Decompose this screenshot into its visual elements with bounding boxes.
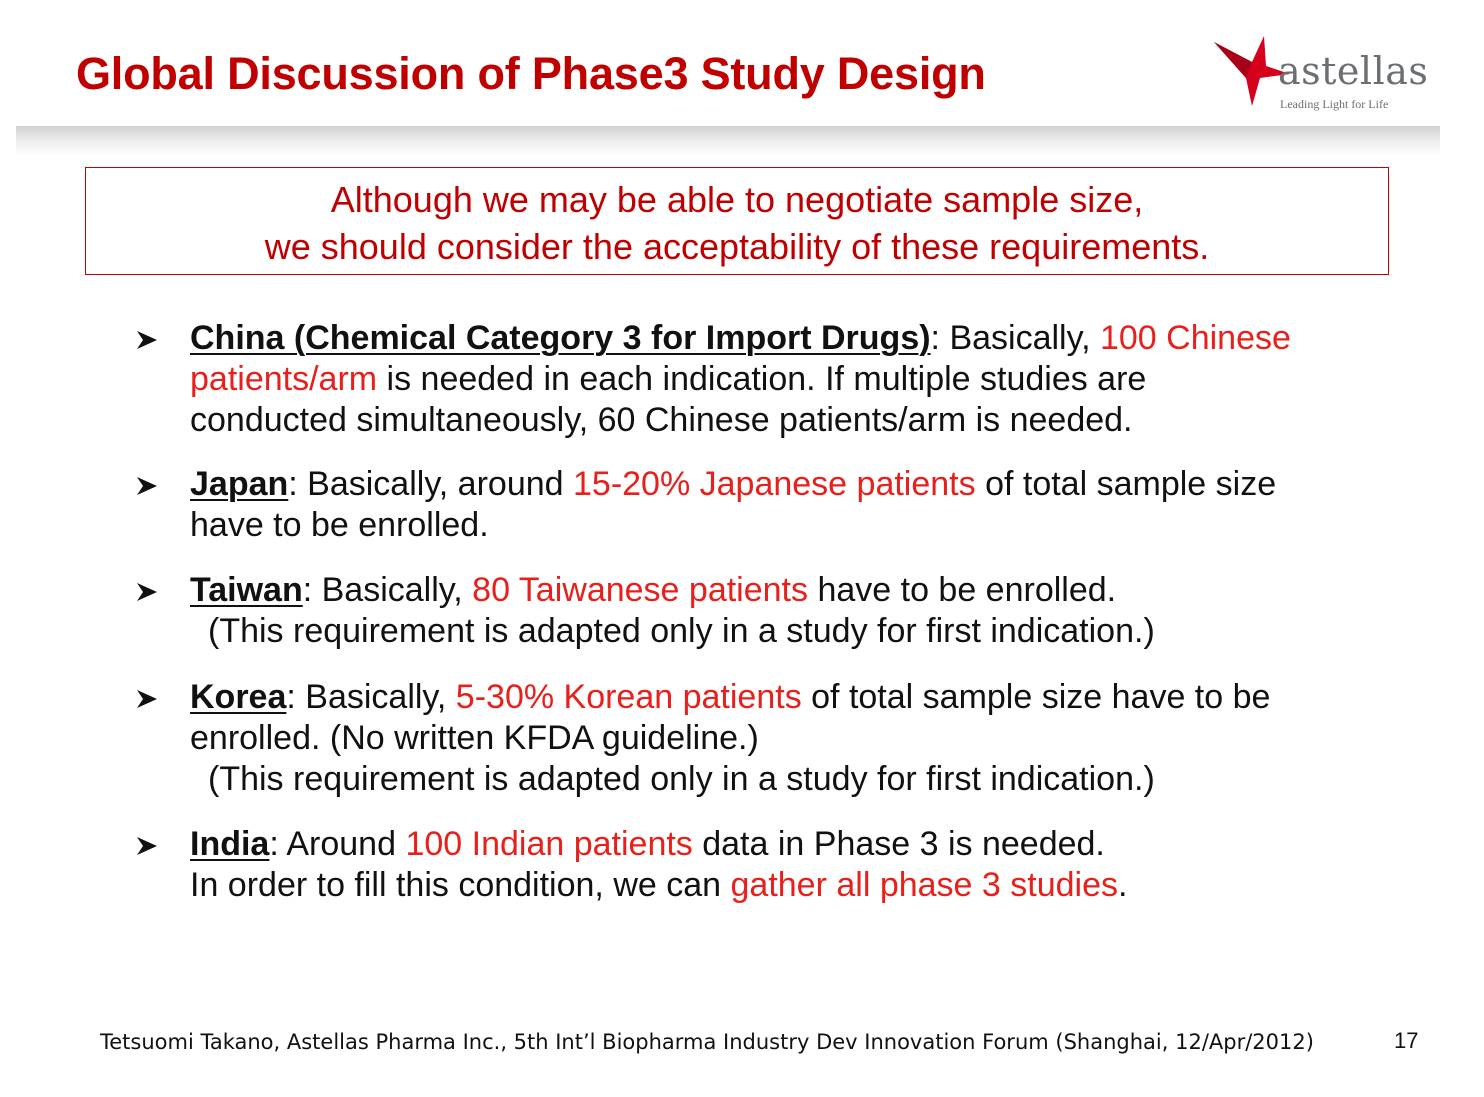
country-korea: Korea: [190, 678, 287, 716]
country-japan: Japan: [190, 465, 289, 503]
bullet-taiwan-text: [190, 570, 1390, 652]
country-china: China (Chemical Category 3 for Import Drugs): [190, 319, 931, 357]
japan-text-1: : Basically, around: [288, 465, 573, 503]
japan-highlight: 15-20% Japanese patients: [573, 465, 976, 503]
bullet-china-text: [190, 318, 1390, 441]
arrow-bullet-icon: [136, 476, 158, 496]
japan-text-3: have to be enrolled.: [190, 506, 489, 544]
callout-line-2: we should consider the acceptability of these requirements.: [264, 226, 1210, 267]
header-divider-band: [16, 126, 1440, 156]
taiwan-note: (This requirement is adapted only in a study for first indication.): [208, 612, 1155, 650]
footer-citation: Tetsuomi Takano, Astellas Pharma Inc., 5th Int’l Biopharma Industry Dev Innovation Forum (Shanghai, 12/Apr/2012): [100, 1030, 1314, 1054]
india-text-3: In order to fill this condition, we can: [190, 866, 731, 904]
callout-box: [85, 167, 1389, 275]
logo-wordmark: astellas: [1278, 49, 1429, 93]
china-highlight-1: 100 Chinese: [1099, 319, 1291, 357]
arrow-bullet-icon: [136, 330, 158, 350]
arrow-bullet-icon: [136, 689, 158, 709]
callout-line-1: Although we may be able to negotiate sample size,: [330, 179, 1144, 220]
country-taiwan: Taiwan: [190, 571, 303, 609]
bullet-japan-text: [190, 464, 1390, 546]
china-text-1: : Basically,: [930, 319, 1100, 357]
taiwan-text-1: : Basically,: [302, 571, 473, 609]
china-text-3: conducted simultaneously, 60 Chinese patients/arm is needed.: [190, 401, 1133, 439]
china-text-2: is needed in each indication. If multiple studies are: [377, 360, 1147, 398]
slide-title: Global Discussion of Phase3 Study Design: [76, 48, 986, 99]
bullet-india-text: [190, 824, 1390, 906]
logo-tagline: Leading Light for Life: [1280, 97, 1389, 111]
taiwan-text-2: have to be enrolled.: [808, 571, 1117, 609]
india-text-4: .: [1117, 866, 1128, 904]
japan-text-2: of total sample size: [975, 465, 1277, 503]
india-highlight-1: 100 Indian patients: [405, 825, 693, 863]
korea-highlight: 5-30% Korean patients: [455, 678, 802, 716]
india-highlight-2: gather all phase 3 studies: [730, 866, 1118, 904]
india-text-2: data in Phase 3 is needed.: [692, 825, 1105, 863]
country-india: India: [190, 825, 270, 863]
korea-text-1: : Basically,: [286, 678, 456, 716]
page-number: 17: [1394, 1028, 1419, 1053]
korea-note: (This requirement is adapted only in a study for first indication.): [208, 760, 1155, 798]
astellas-logo: [1212, 34, 1429, 114]
korea-text-2: of total sample size have to be: [801, 678, 1271, 716]
bullet-korea-text: [190, 677, 1390, 800]
arrow-bullet-icon: [136, 582, 158, 602]
taiwan-highlight: 80 Taiwanese patients: [472, 571, 808, 609]
korea-text-3: enrolled. (No written KFDA guideline.): [190, 719, 759, 757]
india-text-1: : Around: [269, 825, 406, 863]
arrow-bullet-icon: [136, 836, 158, 856]
china-highlight-2: patients/arm: [190, 360, 378, 398]
